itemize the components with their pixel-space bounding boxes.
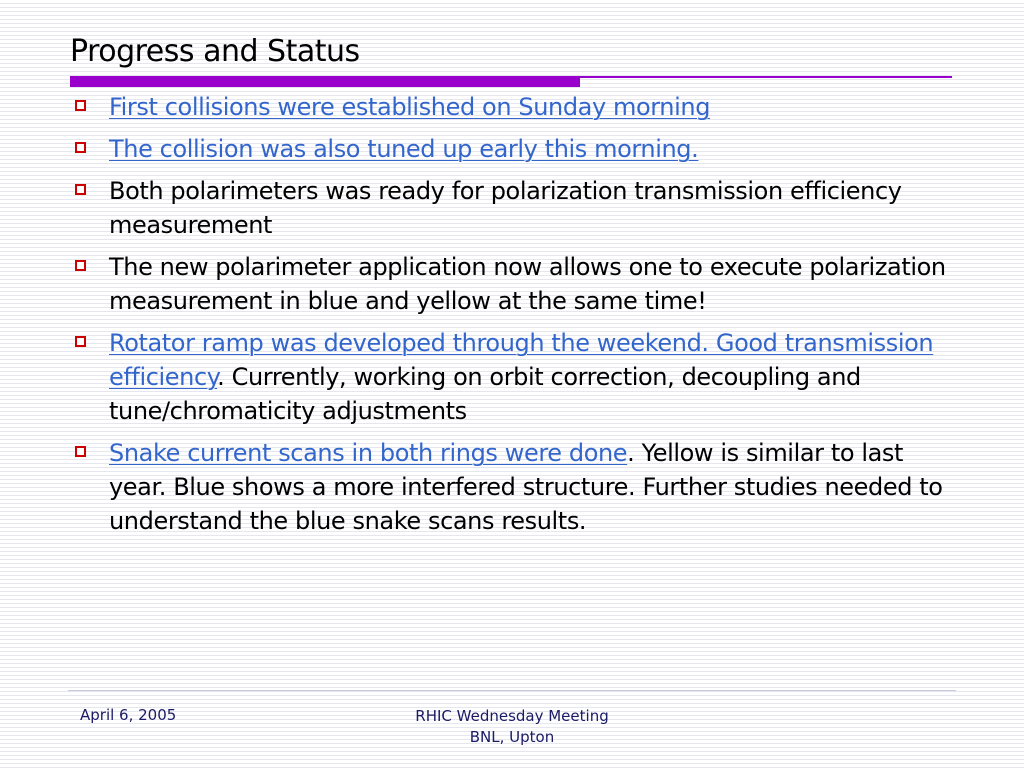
bullet-text: Both polarimeters was ready for polarization transmission efficiency measurement bbox=[109, 177, 902, 239]
footer-divider bbox=[68, 690, 956, 691]
square-bullet-icon bbox=[75, 260, 86, 271]
square-bullet-icon bbox=[75, 100, 86, 111]
bullet-text: . Yellow is similar to last year. Blue shows a more interfered structure. Further studies needed to understand the blue snake scans results. bbox=[109, 439, 943, 535]
bullet-link[interactable]: First collisions were established on Sunday morning bbox=[109, 93, 711, 121]
footer-date: April 6, 2005 bbox=[80, 706, 177, 724]
slide-title: Progress and Status bbox=[70, 34, 360, 69]
footer-location: BNL, Upton bbox=[469, 728, 555, 746]
bullet-list bbox=[72, 90, 952, 546]
bullet-item bbox=[72, 174, 952, 242]
bullet-item bbox=[72, 250, 952, 318]
bullet-text: The new polarimeter application now allows one to execute polarization measurement in blue and yellow at the same time! bbox=[109, 253, 946, 315]
square-bullet-icon bbox=[75, 446, 86, 457]
square-bullet-icon bbox=[75, 142, 86, 153]
bullet-link[interactable]: The collision was also tuned up early this morning. bbox=[109, 135, 699, 163]
bullet-item bbox=[72, 326, 952, 428]
bullet-item bbox=[72, 436, 952, 538]
footer-meeting-name: RHIC Wednesday Meeting bbox=[415, 707, 609, 725]
bullet-link[interactable]: Snake current scans in both rings were done bbox=[109, 439, 628, 467]
bullet-link[interactable]: Rotator ramp was developed through the weekend. Good transmission efficiency bbox=[109, 329, 934, 391]
bullet-text: . Currently, working on orbit correction, decoupling and tune/chromaticity adjustments bbox=[109, 363, 861, 425]
footer-meeting bbox=[362, 706, 662, 748]
bullet-item bbox=[72, 132, 952, 166]
title-underline-bar bbox=[70, 76, 580, 87]
square-bullet-icon bbox=[75, 336, 86, 347]
bullet-item bbox=[72, 90, 952, 124]
square-bullet-icon bbox=[75, 184, 86, 195]
title-underline-line bbox=[580, 76, 952, 78]
